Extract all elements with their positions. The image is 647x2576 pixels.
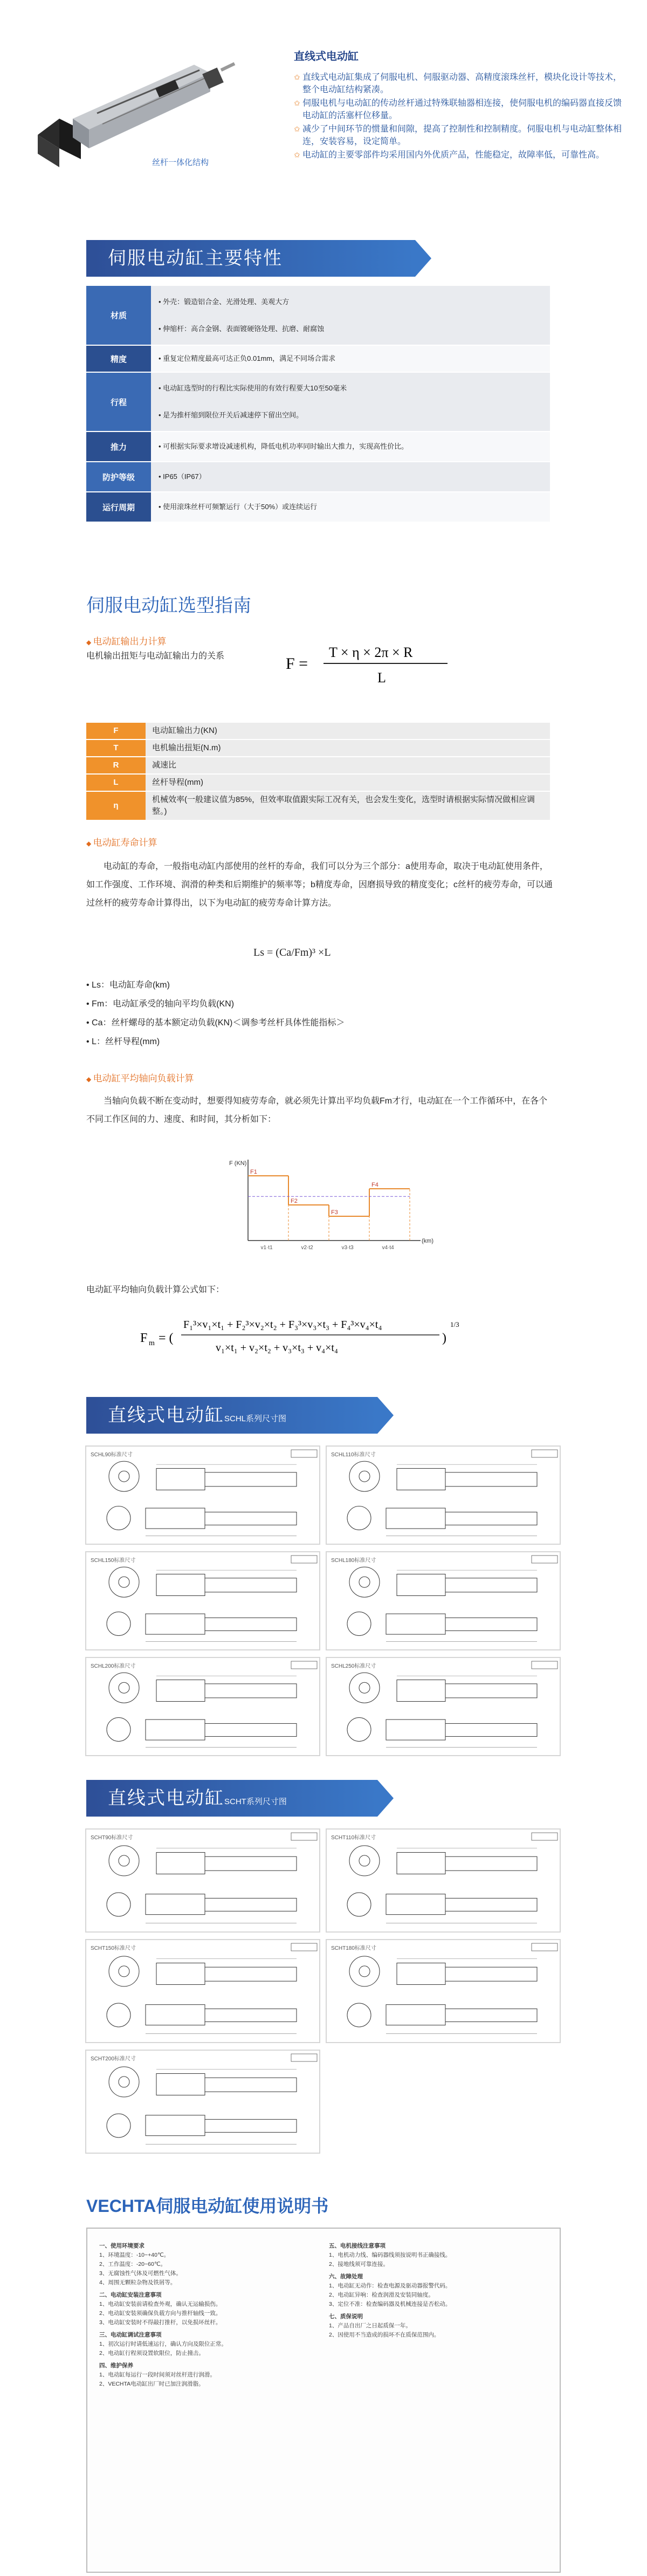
hero-title: 直线式电动缸: [294, 51, 359, 63]
life-def: • Ca：丝杆螺母的基本额定动负载(KN)＜调参考丝杆具体性能指标＞: [86, 1018, 345, 1027]
drawing-lines: [86, 2051, 321, 2155]
drawing-title: SCHT90标准尺寸: [91, 1835, 133, 1841]
row-label: 推力: [86, 431, 151, 462]
param-desc: 电动缸输出力(KN): [146, 723, 550, 739]
row-line: • 电动缸选型时的行程比实际使用的有效行程要大10至50毫米: [159, 384, 347, 392]
manual-line: 1、初次运行时请低速运行，确认方向及限位正常。: [99, 2341, 227, 2347]
dimension-drawing: [326, 1445, 561, 1545]
manual-line: 1、产品自出厂之日起质保一年。: [329, 2322, 411, 2329]
param-symbol: F: [86, 723, 146, 739]
life-formula: Ls = (Ca/Fm)³ ×L: [253, 947, 331, 958]
svg-text:1/3: 1/3: [450, 1320, 459, 1328]
drawing-lines: [86, 1447, 321, 1546]
avg-load-formula: [140, 1305, 518, 1365]
load-step-chart: [226, 1149, 431, 1257]
row-line: • 伸缩杆：高合金钢、表面镀硬铬处理、抗磨、耐腐蚀: [159, 324, 325, 333]
manual-line: 五、电机接线注意事项: [329, 2243, 386, 2249]
row-label: 行程: [86, 372, 151, 431]
drawing-lines: [86, 1830, 321, 1934]
row-value: [151, 286, 550, 345]
row-value: [151, 431, 550, 462]
life-heading: ◆ 电动缸寿命计算: [86, 835, 157, 848]
manual-line: 2、VECHTA电动缸出厂时已加注润滑脂。: [99, 2381, 204, 2387]
manual-line: 六、故障处理: [329, 2273, 363, 2280]
dimension-drawing: [85, 1828, 320, 1933]
scht-banner: [86, 1780, 377, 1817]
manual-line: 1、电动缸安装前请检查外观，确认无运输损伤。: [99, 2301, 222, 2307]
param-symbol: η: [86, 791, 146, 820]
table-row: [86, 372, 550, 431]
param-desc: 丝杆导程(mm): [146, 774, 550, 791]
manual-line: 三、电动缸调试注意事项: [99, 2332, 162, 2338]
table-row: [86, 462, 550, 492]
svg-text:v₁×t₁ + v₂×t₂ + v₃×t₃ + v₄×t₄: v₁×t₁ + v₂×t₂ + v₃×t₃ + v₄×t₄: [216, 1342, 338, 1354]
drawing-title: SCHL110标准尺寸: [331, 1452, 376, 1458]
table-row: [86, 757, 550, 774]
svg-text:): ): [442, 1331, 446, 1345]
scht-banner-text: 直线式电动缸: [108, 1788, 224, 1808]
param-desc: 机械效率(一般建议值为85%，但效率取值跟实际工况有关，也会发生变化，选型时请根据实际情况做相应调整。): [146, 791, 550, 820]
row-line: • 外壳：锻造铝合金、光滑处理、美观大方: [159, 297, 290, 306]
drawing-lines: [86, 1658, 321, 1757]
manual-title: VECHTA伺服电动缸使用说明书: [86, 2196, 329, 2216]
drawing-lines: [86, 1552, 321, 1652]
hero-point: ✩ 电动缸的主要零部件均采用国内外优质产品，性能稳定，故障率低，可靠性高。: [294, 149, 623, 161]
drawing-title: SCHL200标准尺寸: [91, 1663, 136, 1669]
row-line: • 是为推杆缩到限位开关后减速停下留出空间。: [159, 411, 304, 419]
schl-banner-text: 直线式电动缸: [108, 1405, 224, 1426]
drawing-title: SCHL90标准尺寸: [91, 1452, 133, 1458]
svg-text:T × η × 2π × R: T × η × 2π × R: [329, 645, 413, 660]
row-line: • 可根据实际要求增设减速机构，降低电机功率同时输出大推力，实现高性价比。: [159, 442, 409, 450]
manual-line: 1、环境温度：-10~+40℃。: [99, 2252, 170, 2258]
step-label: F3: [331, 1209, 338, 1216]
drawing-lines: [86, 1940, 321, 2044]
drawing-title: SCHT150标准尺寸: [91, 1945, 136, 1951]
row-line: • 重复定位精度最高可达正负0.01mm，满足不同场合需求: [159, 354, 336, 362]
life-def: • Fm：电动缸承受的轴向平均负载(KN): [86, 999, 235, 1009]
row-label: 防护等级: [86, 462, 151, 492]
manual-line: 3、无腐蚀性气体及可燃性气体。: [99, 2270, 182, 2277]
drawing-title: SCHL250标准尺寸: [331, 1663, 376, 1669]
table-row: [86, 791, 550, 820]
features-table: [86, 286, 550, 523]
manual-line: 2、接地线须可靠连接。: [329, 2261, 389, 2267]
guide-title: 伺服电动缸选型指南: [86, 595, 251, 616]
row-value: [151, 492, 550, 522]
row-label: 精度: [86, 345, 151, 372]
dimension-drawing: [85, 2050, 320, 2154]
drawing-title: SCHL180标准尺寸: [331, 1558, 376, 1564]
hero-point: ✩ 直线式电动缸集成了伺服电机、伺服驱动器、高精度滚珠丝杆，模块化设计等技术，整个电动缸结构紧凑。: [294, 71, 623, 96]
manual-line: 3、定位不准：检查编码器及机械连接是否松动。: [329, 2301, 451, 2307]
hero-feature-list: [294, 71, 623, 162]
svg-text:m: m: [149, 1339, 155, 1347]
life-def: • L：丝杆导程(mm): [86, 1037, 160, 1046]
table-row: [86, 431, 550, 462]
row-label: 材质: [86, 286, 151, 345]
x-tick-label: v1·t1: [260, 1245, 273, 1251]
row-value: [151, 462, 550, 492]
manual-line: 4、周围无颗粒杂物及铁屑等。: [99, 2279, 176, 2286]
drawing-lines: [327, 1447, 562, 1546]
life-def: • Ls：电动缸寿命(km): [86, 981, 170, 990]
manual-line: 2、电动缸安装须确保负载方向与推杆轴线一致。: [99, 2310, 222, 2317]
param-symbol: L: [86, 774, 146, 791]
param-desc: 电机输出扭矩(N.m): [146, 739, 550, 757]
thrust-formula: [286, 636, 458, 690]
table-row: [86, 286, 550, 345]
avg-heading: ◆ 电动缸平均轴向负载计算: [86, 1071, 194, 1084]
manual-line: 2、因使用不当造成的损坏不在质保范围内。: [329, 2332, 440, 2338]
manual-line: 2、电动缸异响：检查润滑及安装同轴度。: [329, 2292, 434, 2298]
x-tick-label: v2·t2: [301, 1245, 313, 1251]
schl-banner: [86, 1397, 377, 1434]
life-text: 电动缸的寿命，一般指电动缸内部使用的丝杆的寿命，我们可以分为三个部分：a使用寿命，取决于电动缸使用条件，如工作强度、工作环境、润滑的种类和后期维护的频率等；b精度寿命，因磨损导致的精度变化；c丝杆的疲劳寿命，可以通过丝杆的疲劳寿命计算得出，以下为电动缸的疲劳寿命计算方法。: [86, 862, 553, 908]
manual-line: 四、维护保养: [99, 2362, 133, 2369]
avg-formula-label: 电动缸平均轴向负载计算公式如下：: [86, 1285, 225, 1294]
drawing-lines: [327, 1658, 562, 1757]
hero-section: [0, 0, 647, 205]
table-row: [86, 345, 550, 372]
hero-point: ✩ 减少了中间环节的惯量和间隙，提高了控制性和控制精度。伺服电机与电动缸整体相连，安装容易，设定简单。: [294, 123, 623, 148]
table-row: [86, 723, 550, 739]
x-tick-label: v3·t3: [341, 1245, 354, 1251]
drawing-title: SCHT110标准尺寸: [331, 1835, 376, 1841]
x-axis-label: (km): [422, 1238, 433, 1244]
row-value: [151, 372, 550, 431]
dimension-drawing: [326, 1657, 561, 1756]
row-label: 运行周期: [86, 492, 151, 522]
avg-text: 当轴向负载不断在变动时，想要得知疲劳寿命，就必须先计算出平均负载Fm才行，电动缸在一个工作循环中，在各个不同工作区间的力、速度、和时间，其分析如下：: [86, 1097, 548, 1124]
dimension-drawing: [85, 1657, 320, 1756]
drawing-lines: [327, 1940, 562, 2044]
manual-line: 2、电动缸行程须设置软限位，防止撞击。: [99, 2350, 204, 2356]
dimension-drawing: [326, 1939, 561, 2043]
manual-line: 七、质保说明: [329, 2313, 363, 2320]
manual-line: 3、电动缸安装时不得敲打推杆，以免损坏丝杆。: [99, 2319, 222, 2326]
table-row: [86, 492, 550, 522]
manual-line: 1、电动缸无动作：检查电源及驱动器报警代码。: [329, 2283, 451, 2289]
manual-line: 1、电动缸每运行一段时间须对丝杆进行润滑。: [99, 2372, 216, 2378]
hero-point: ✩ 伺服电机与电动缸的传动丝杆通过特殊联轴器相连接，使伺服电机的编码器直接反馈电动缸的活塞杆位移量。: [294, 97, 623, 122]
drawing-title: SCHL150标准尺寸: [91, 1558, 136, 1564]
thrust-text: 电机输出扭矩与电动缸输出力的关系: [86, 652, 225, 661]
param-table: [86, 723, 550, 821]
dimension-drawing: [326, 1551, 561, 1650]
scht-banner-small: SCHT系列尺寸图: [224, 1797, 287, 1806]
dimension-drawing: [85, 1939, 320, 2043]
svg-text:F =: F =: [286, 655, 308, 673]
step-label: F4: [371, 1182, 378, 1188]
svg-text:L: L: [377, 670, 386, 686]
drawing-lines: [327, 1552, 562, 1652]
row-value: [151, 345, 550, 372]
manual-right-column: [329, 2238, 550, 2340]
param-desc: 减速比: [146, 757, 550, 774]
manual-line: 一、使用环境要求: [99, 2243, 144, 2249]
svg-text:= (: = (: [159, 1331, 174, 1345]
param-symbol: T: [86, 739, 146, 757]
step-label: F2: [291, 1198, 298, 1204]
dimension-drawing: [326, 1828, 561, 1933]
svg-text:F: F: [140, 1331, 148, 1345]
x-tick-label: v4·t4: [382, 1245, 394, 1251]
dimension-drawing: [85, 1445, 320, 1545]
param-symbol: R: [86, 757, 146, 774]
features-banner-text: 伺服电动缸主要特性: [108, 248, 283, 269]
features-banner: [86, 240, 415, 277]
dimension-drawing: [85, 1551, 320, 1650]
thrust-heading: ◆ 电动缸输出力计算: [86, 634, 167, 647]
drawing-title: SCHT180标准尺寸: [331, 1945, 376, 1951]
schl-banner-small: SCHL系列尺寸图: [224, 1414, 287, 1423]
manual-left-column: [99, 2238, 320, 2389]
y-axis-label: F (KN): [229, 1160, 247, 1167]
manual-line: 1、电机动力线、编码器线须按说明书正确接线。: [329, 2252, 451, 2258]
svg-text:F₁³×v₁×t₁ + F₂³×v₂×t₂ + F₃³×v₃: F₁³×v₁×t₁ + F₂³×v₂×t₂ + F₃³×v₃×t₃ + F₄³×v₄×t₄: [183, 1319, 382, 1331]
hero-caption: 丝杆一体化结构: [152, 158, 209, 167]
drawing-lines: [327, 1830, 562, 1934]
step-label: F1: [250, 1169, 257, 1175]
manual-document: [86, 2228, 561, 2573]
manual-line: 二、电动缸安装注意事项: [99, 2292, 162, 2298]
manual-line: 2、工作温度：-20~60℃。: [99, 2261, 167, 2267]
drawing-title: SCHT200标准尺寸: [91, 2056, 136, 2062]
table-row: [86, 739, 550, 757]
row-line: • IP65（IP67）: [159, 472, 206, 481]
row-line: • 使用滚珠丝杆可频繁运行（大于50%）或连续运行: [159, 503, 318, 511]
table-row: [86, 774, 550, 791]
